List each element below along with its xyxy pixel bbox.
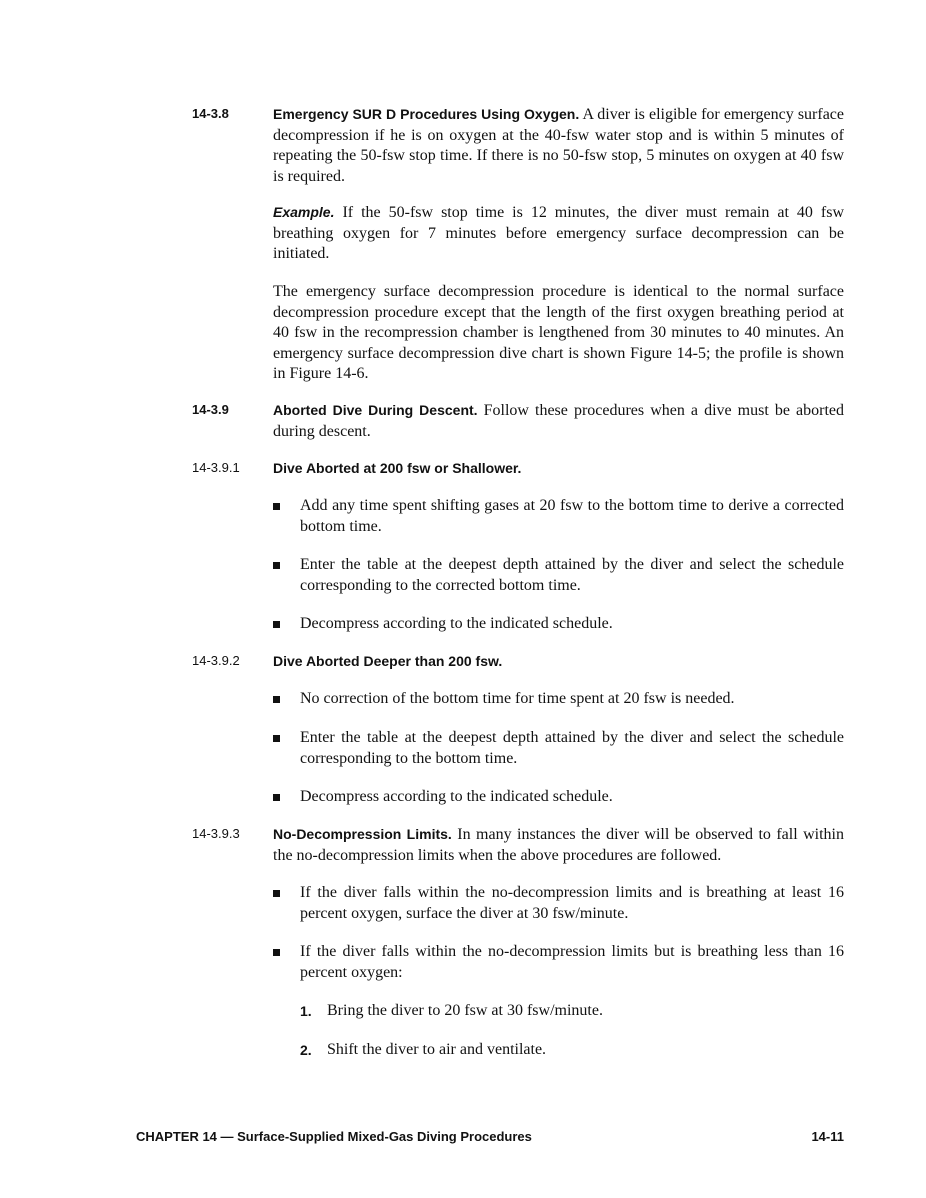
list-item-text: Enter the table at the deepest depth attained by the diver and select the schedule corresponding to the bottom time. (300, 729, 844, 767)
section-paragraph (273, 104, 844, 187)
step-number: 1. (300, 1003, 312, 1019)
step-number: 2. (300, 1042, 312, 1058)
bullet-square-icon (273, 696, 280, 703)
section-number: 14-3.9.2 (192, 653, 240, 668)
bullet-square-icon (273, 794, 280, 801)
section-number: 14-3.8 (192, 106, 229, 121)
section-heading: Aborted Dive During Descent. (273, 402, 478, 418)
section-number: 14-3.9 (192, 402, 229, 417)
section-heading: Dive Aborted Deeper than 200 fsw. (273, 653, 503, 669)
list-item-text: Decompress according to the indicated schedule. (300, 615, 613, 632)
section-heading: No-Decompression Limits. (273, 826, 452, 842)
section-heading: Emergency SUR D Procedures Using Oxygen. (273, 106, 580, 122)
section-number: 14-3.9.1 (192, 460, 240, 475)
list-item-text: If the diver falls within the no-decompression limits but is breathing less than 16 percent oxygen: (300, 943, 844, 981)
step-text: Shift the diver to air and ventilate. (327, 1041, 547, 1058)
section-paragraph (273, 651, 844, 673)
section-text: In many instances the diver will be observed to fall within the no-decompression limits when the above procedures are followed. (273, 826, 844, 864)
section-number: 14-3.9.3 (192, 826, 240, 841)
example-label: Example. (273, 204, 335, 220)
section-paragraph (273, 458, 844, 480)
bullet-square-icon (273, 621, 280, 628)
list-item-text: Decompress according to the indicated schedule. (300, 788, 613, 805)
section-text: A diver is eligible for emergency surface decompression if he is on oxygen at the 40-fsw water stop and is within 5 minutes of repeating the 50-fsw stop time. If there is no 50-fsw stop, 5 minutes on oxygen at 40 fsw is required. (273, 106, 845, 185)
bullet-square-icon (273, 890, 280, 897)
list-item-text: If the diver falls within the no-decompression limits and is breathing at least 16 percent oxygen, surface the diver at 30 fsw/minute. (300, 884, 844, 922)
bullet-square-icon (273, 503, 280, 510)
list-item-text: Enter the table at the deepest depth attained by the diver and select the schedule corresponding to the corrected bottom time. (300, 556, 844, 594)
section-text: Follow these procedures when a dive must be aborted during descent. (273, 402, 844, 440)
list-item-text: Add any time spent shifting gases at 20 fsw to the bottom time to derive a corrected bottom time. (300, 497, 844, 535)
procedure-paragraph: The emergency surface decompression procedure is identical to the normal surface decompression procedure except that the length of the first oxygen breathing period at 40 fsw in the recompression chamber is lengthened from 30 minutes to 40 minutes. An emergency surface decompression dive chart is shown Figure 14-5; the profile is shown in Figure 14-6. (273, 283, 844, 382)
example-paragraph (273, 202, 844, 265)
bullet-square-icon (273, 949, 280, 956)
list-item-text: No correction of the bottom time for time spent at 20 fsw is needed. (300, 690, 735, 707)
footer-page-number: 14-11 (811, 1129, 844, 1144)
bullet-square-icon (273, 562, 280, 569)
footer-chapter-title: CHAPTER 14 — Surface-Supplied Mixed-Gas Diving Procedures (136, 1129, 532, 1144)
section-paragraph (273, 824, 844, 866)
bullet-square-icon (273, 735, 280, 742)
step-text: Bring the diver to 20 fsw at 30 fsw/minute. (327, 1002, 603, 1019)
section-paragraph (273, 400, 844, 442)
example-text: If the 50-fsw stop time is 12 minutes, the diver must remain at 40 fsw breathing oxygen for 7 minutes before emergency surface decompression can be initiated. (273, 204, 844, 262)
section-heading: Dive Aborted at 200 fsw or Shallower. (273, 460, 522, 476)
